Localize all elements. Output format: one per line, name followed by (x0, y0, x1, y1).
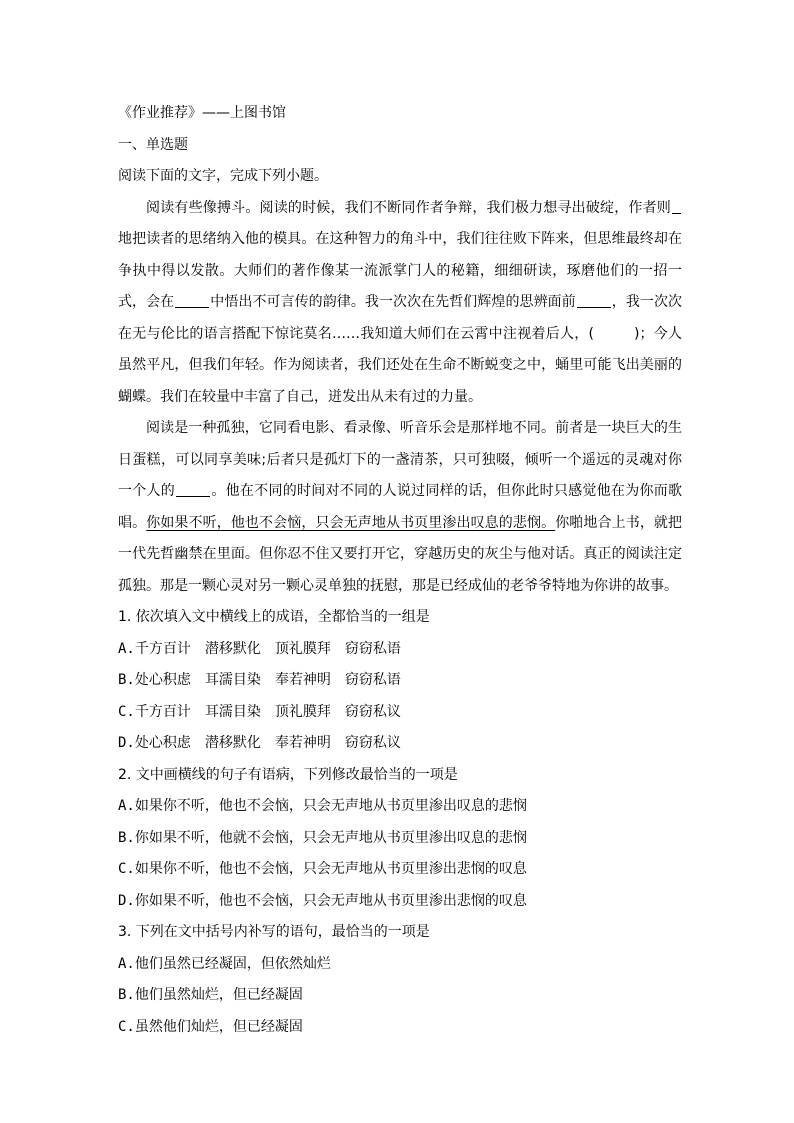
passage-text: 中悟出不可言传的韵律。我一次次在先哲们辉煌的思辨面前 (210, 294, 576, 310)
option-label: D. (118, 892, 135, 909)
option-label: C. (118, 1018, 135, 1035)
option-item: 千方百计 (134, 703, 191, 720)
option-text: 如果你不听，他也不会恼，只会无声地从书页里渗出悲悯的叹息 (134, 861, 527, 877)
option-label: C. (118, 861, 135, 877)
passage-text: 阅读是一种孤独，它同看电影、看录像、听音乐会是那样地不同。前者是一块巨大的生日蛋糕，可以同享美味;后者只是孤灯下的一盏清茶，只可独啜，倾听一个遥远的灵魂对你一个人的 (118, 420, 682, 499)
answer-blank (176, 482, 210, 497)
option-text: 他们虽然灿烂，但已经凝固 (134, 987, 303, 1003)
option-text: 你如果不听，他也不会恼，只会无声地从书页里渗出悲悯的叹息 (134, 892, 527, 909)
underlined-sentence: 你如果不听，他也不会恼，只会无声地从书页里渗出叹息的悲悯。 (146, 514, 556, 531)
question-3-option-b (118, 980, 682, 1012)
option-item: 顶礼膜拜 (274, 703, 331, 720)
option-label: C. (118, 703, 135, 720)
passage-text: 阅读有些像搏斗。阅读的时候，我们不断同作者争辩，我们极力想寻出破绽，作者则 (146, 199, 671, 216)
passage-text: )；今人虽然平凡，但我们年轻。作为阅读者，我们还处在生命不断蜕变之中，蛹里可能飞出美丽的蝴蝶。我们在较量中丰富了自己，迸发出从未有过的力量。 (118, 325, 682, 405)
option-label: B. (118, 672, 135, 688)
option-text: 你如果不听，他就不会恼，只会无声地从书页里渗出叹息的悲悯 (134, 829, 527, 846)
option-text: 如果你不听，他也不会恼，只会无声地从书页里渗出叹息的悲悯 (134, 798, 527, 814)
passage-text: 你啪地合上书，就把一代先哲幽禁在里面。但你忍不住又要打开它，穿越历史的灰尘与他对话。真正的阅读注定孤独。那是一颗心灵对另一颗心灵单独的抚慰，那是已经成仙的老爷爷特地为你讲的故事。 (118, 514, 683, 594)
question-2-option-a (118, 791, 682, 823)
passage-text: 。他在不同的时间对不同的人说过同样的话，但你此时只感觉他在为你而歌唱。 (118, 483, 683, 531)
question-1-option-a (118, 634, 682, 666)
option-item: 处心积虑 (134, 672, 191, 688)
question-1-option-b (118, 665, 682, 697)
option-item: 窃窃私议 (344, 735, 401, 751)
option-label: D. (118, 735, 135, 751)
option-item: 耳濡目染 (204, 703, 261, 720)
option-item: 耳濡目染 (204, 672, 261, 688)
passage-text: ，我一次次在无与伦比的语言搭配下惊诧莫名……我知道大师们在云霄中注视着后人，( (118, 294, 683, 342)
option-item: 潜移默化 (204, 640, 261, 657)
question-1-option-d (118, 728, 682, 760)
passage-paragraph-1 (118, 193, 682, 414)
option-label: A. (118, 798, 135, 814)
question-1-stem: 1. 依次填入文中横线上的成语，全都恰当的一组是 (118, 609, 430, 625)
passage-paragraph-2 (118, 413, 682, 602)
question-2-option-d (118, 886, 682, 918)
document-page (118, 98, 682, 1043)
passage-text: 地把读者的思绪纳入他的模具。在这种智力的角斗中，我们往往败下阵来，但思维最终却在争执中得以发散。大师们的著作像某一流派掌门人的秘籍，细细研读，琢磨他们的一招一式，会在 (118, 231, 682, 310)
question-3-option-c (118, 1012, 682, 1044)
option-label: A. (118, 955, 135, 972)
answer-blank (672, 199, 681, 214)
option-item: 处心积虑 (134, 735, 191, 751)
option-item: 千方百计 (134, 640, 191, 657)
section-title: 一、单选题 (118, 136, 188, 153)
instruction-text: 阅读下面的文字，完成下列小题。 (118, 168, 328, 184)
answer-blank (175, 293, 209, 308)
question-3-stem: 3. 下列在文中括号内补写的语句，最恰当的一项是 (118, 924, 430, 940)
option-label: B. (118, 829, 135, 846)
option-item: 顶礼膜拜 (274, 640, 331, 657)
question-2-option-b (118, 823, 682, 855)
option-item: 奉若神明 (274, 735, 331, 751)
document-header: 《作业推荐》——上图书馆 (118, 105, 286, 121)
option-item: 窃窃私议 (344, 703, 401, 720)
answer-blank (577, 293, 611, 308)
question-1-option-c (118, 697, 682, 729)
option-label: B. (118, 987, 135, 1003)
option-item: 窃窃私语 (344, 672, 401, 688)
option-item: 潜移默化 (204, 735, 261, 751)
option-text: 他们虽然已经凝固，但依然灿烂 (134, 955, 331, 972)
option-item: 窃窃私语 (344, 640, 401, 657)
option-text: 虽然他们灿烂，但已经凝固 (134, 1018, 303, 1035)
question-3-option-a (118, 949, 682, 981)
question-2-option-c (118, 854, 682, 886)
option-label: A. (118, 640, 135, 657)
option-item: 奉若神明 (274, 672, 331, 688)
question-2-stem: 2. 文中画横线的句子有语病，下列修改最恰当的一项是 (118, 766, 458, 783)
